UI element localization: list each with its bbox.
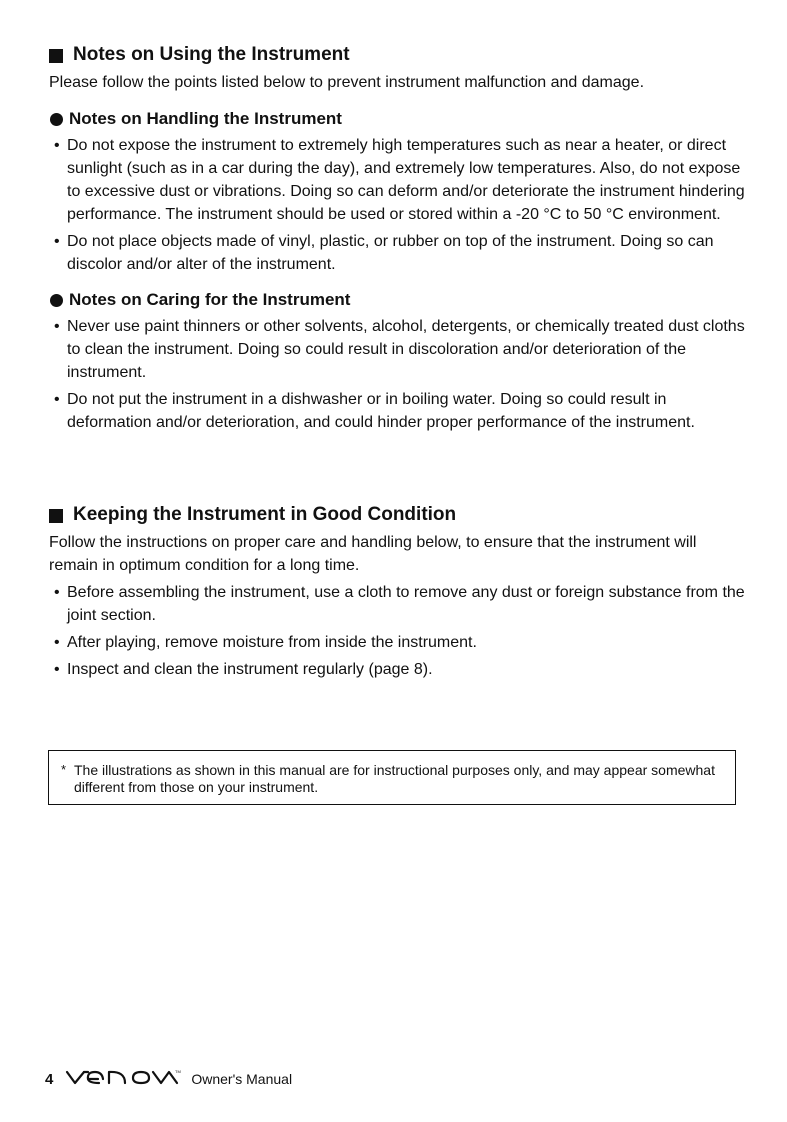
- venova-logo: [65, 1067, 183, 1092]
- circle-bullet-icon: [50, 294, 63, 307]
- section-using-instrument: [49, 43, 749, 434]
- subsection-heading-handling: [49, 108, 749, 130]
- section-good-condition: [49, 503, 749, 681]
- circle-bullet-icon: [50, 113, 63, 126]
- section-intro: Follow the instructions on proper care and handling below, to ensure that the instrument will remain in optimum condition for a long time.: [49, 534, 697, 574]
- list-item: • Before assembling the instrument, use a cloth to remove any dust or foreign substance from the joint section.: [49, 581, 749, 627]
- list-item: • Do not put the instrument in a dishwasher or in boiling water. Doing so could result in deformation and/or deterioration, and could hinder proper performance of the instrument.: [49, 388, 749, 434]
- section-title: Notes on Using the Instrument: [73, 44, 350, 65]
- handling-list: [49, 134, 749, 276]
- section-heading: [49, 503, 749, 527]
- list-item: • Inspect and clean the instrument regularly (page 8).: [49, 658, 749, 681]
- list-item: • After playing, remove moisture from inside the instrument.: [49, 631, 749, 654]
- page-number: 4: [45, 1070, 54, 1088]
- svg-text:TM: TM: [175, 1068, 182, 1074]
- asterisk-marker: *: [61, 762, 67, 777]
- page-footer: [45, 1067, 292, 1091]
- list-item: • Do not place objects made of vinyl, plastic, or rubber on top of the instrument. Doing so can discolor and/or alter of the instrument.: [49, 230, 749, 276]
- note-text: The illustrations as shown in this manual are for instructional purposes only, and may appear somewhat different from those on your instrument.: [74, 762, 715, 795]
- list-item: • Never use paint thinners or other solvents, alcohol, detergents, or chemically treated dust cloths to clean the instrument. Doing so could result in discoloration and/or deterioration of the instrument.: [49, 315, 749, 384]
- square-bullet-icon: [49, 509, 63, 523]
- subsection-heading-caring: [49, 289, 749, 311]
- section-title: Keeping the Instrument in Good Condition: [73, 504, 457, 525]
- illustration-note-box: [48, 750, 736, 805]
- section-heading: [49, 43, 749, 67]
- subsection-title: Notes on Caring for the Instrument: [69, 290, 351, 309]
- subsection-title: Notes on Handling the Instrument: [69, 109, 342, 128]
- care-list: [49, 581, 749, 681]
- list-item: • Do not expose the instrument to extremely high temperatures such as near a heater, or direct sunlight (such as in a car during the day), and extremely low temperatures. Also, do not expose to excessive dust or vibrations. Doing so can deform and/or deteriorate the instrument hindering performance. The instrument should be used or stored within a -20 °C to 50 °C environment.: [49, 134, 749, 226]
- square-bullet-icon: [49, 49, 63, 63]
- footer-label: Owner's Manual: [191, 1071, 293, 1087]
- caring-list: [49, 315, 749, 434]
- section-intro: Please follow the points listed below to prevent instrument malfunction and damage.: [49, 74, 645, 91]
